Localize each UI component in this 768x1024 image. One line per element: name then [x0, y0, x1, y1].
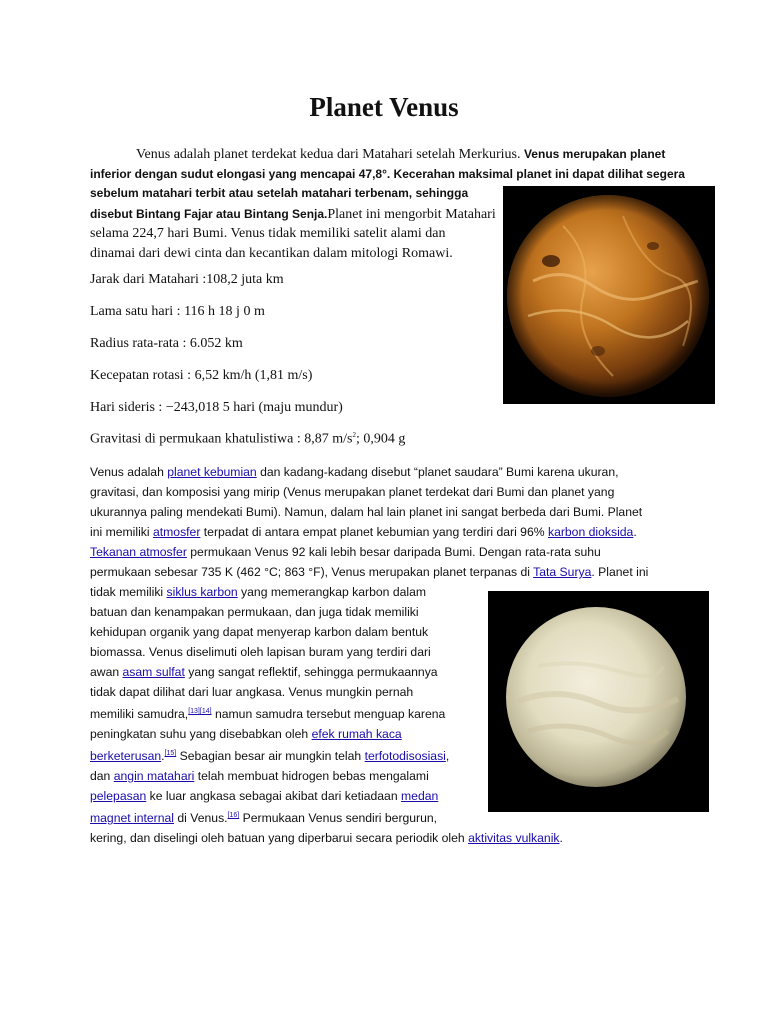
ref-16[interactable]: [16] — [227, 812, 240, 820]
link-efek-rumah-kaca[interactable]: efek rumah kaca — [311, 727, 402, 742]
link-karbon-dioksida[interactable]: karbon dioksida — [547, 525, 634, 539]
stat-rotation: Kecepatan rotasi : 6,52 km/h (1,81 m/s) — [90, 368, 313, 383]
intro-text: dinamai dari dewi cinta dan kecantikan dalam mitologi Romawi. — [90, 245, 453, 261]
intro-text: selama 224,7 hari Bumi. Venus tidak memiliki satelit alami dan — [90, 226, 446, 241]
stat-distance: Jarak dari Matahari :108,2 juta km — [90, 272, 284, 287]
ref-14[interactable]: [14] — [199, 708, 212, 715]
body-paragraph: Venus adalah planet kebumian dan kadang-kadang disebut “planet saudara” Bumi karena ukuran, gravitasi, dan komposisi yang mirip (Venus merupakan planet terdekat dari Bumi dan planet yang ukurannya paling mendekati Bumi). Namun, dalam hal lain planet ini sangat berbeda dari Bumi. Planet ini memiliki atmosfer terpadat di antara empat planet kebumian yang terdiri dari 96% karbon dioksida. Tekanan atmosfer permukaan Venus 92 kali lebih besar daripada Bumi. Dengan rata-rata suhu permukaan sebesar 735 K (462 °C; 863 °F), Venus merupakan planet terpanas di Tata Surya. Planet ini tidak memiliki siklus karbon yang memerangkap karbon dalam batuan dan kenampakan permukaan, dan juga tidak memiliki kehidupan organik yang dapat menyerap karbon dalam bentuk biomassa. Venus diselimuti oleh lapisan buram yang terdiri dari awan asam sulfat yang sangat reflektif, sehingga permukaannya tidak dapat dilihat dari luar angkasa. Venus mungkin pernah memiliki samudra,[13][14] namun samudra tersebut menguap karena peningkatan suhu yang disebabkan oleh efek rumah kaca berketerusan.[15] Sebagian besar air mungkin telah terfotodisosiasi, dan angin matahari telah membuat hidrogen bebas mengalami pelepasan ke luar angkasa sebagai akibat dari ketiadaan medan magnet internal di Venus.[16] Permukaan Venus sendiri bergurun, kering, dan diselingi oleh batuan yang diperbarui secara periodik oleh aktivitas vulkanik. — [90, 465, 649, 846]
venus-surface-image — [503, 186, 715, 404]
ref-15[interactable]: [15] — [164, 750, 177, 758]
intro-bold-text: inferior dengan sudut elongasi yang mencapai 47,8°. Kecerahan maksimal planet ini dapat dilihat segera — [90, 166, 685, 181]
ref-13[interactable]: [13] — [188, 708, 200, 715]
link-magnet-internal[interactable]: magnet internal — [90, 811, 175, 826]
intro-bold-text: sebelum matahari terbit atau setelah matahari terbenam, sehingga — [90, 186, 469, 200]
link-tata-surya[interactable]: Tata Surya — [533, 565, 592, 579]
stat-sidereal: Hari sideris : −243,018 5 hari (maju mundur) — [90, 400, 343, 415]
link-aktivitas-vulkanik[interactable]: aktivitas vulkanik — [468, 831, 560, 846]
link-terfotodisosiasi[interactable]: terfotodisosiasi — [364, 749, 446, 764]
intro-bold-text: disebut Bintang Fajar atau Bintang Senja. — [90, 206, 328, 221]
link-planet-kebumian[interactable]: planet kebumian — [167, 465, 257, 479]
link-pelepasan[interactable]: pelepasan — [90, 789, 147, 804]
page-title: Planet Venus — [309, 92, 459, 122]
intro-text: Venus adalah planet terdekat kedua dari Matahari setelah Merkurius. — [136, 147, 524, 162]
intro-bold-text: Venus merupakan planet — [523, 147, 666, 161]
link-atmosfer[interactable]: atmosfer — [152, 525, 201, 539]
stat-radius: Radius rata-rata : 6.052 km — [90, 336, 243, 351]
link-efek-rumah-kaca-cont[interactable]: berketerusan — [90, 749, 162, 764]
intro-text: Planet ini mengorbit Matahari — [327, 206, 496, 222]
stat-gravity: Gravitasi di permukaan khatulistiwa : 8,87 $m/s^2$; 0,904 g — [90, 431, 406, 447]
link-siklus-karbon[interactable]: siklus karbon — [166, 585, 238, 599]
stat-day-length: Lama satu hari : 116 h 18 j 0 m — [90, 304, 265, 319]
link-asam-sulfat[interactable]: asam sulfat — [122, 665, 185, 679]
link-angin-matahari[interactable]: angin matahari — [113, 769, 195, 784]
link-medan[interactable]: medan — [401, 789, 439, 804]
link-tekanan-atmosfer[interactable]: Tekanan atmosfer — [90, 545, 187, 559]
